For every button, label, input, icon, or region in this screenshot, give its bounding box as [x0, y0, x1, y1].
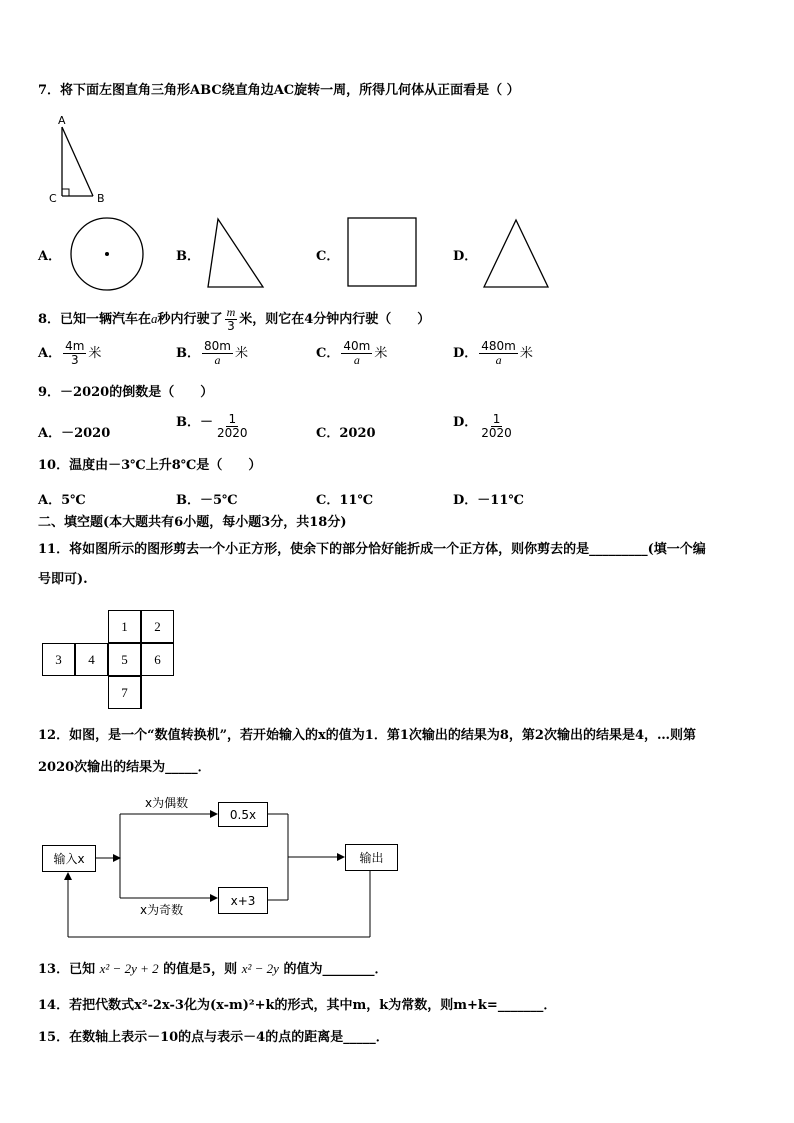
q8-option-b-unit: 米 [234, 346, 248, 361]
q8-option-b-numerator: 80m [204, 339, 231, 353]
q8-fraction-denominator: 3 [227, 319, 235, 333]
q8-option-c-label: C． [316, 346, 340, 361]
q9-option-a: A．－2020 [38, 426, 111, 441]
q8-option-a-numerator: 4m [65, 339, 85, 353]
q9-option-b-denominator: 2020 [217, 426, 248, 440]
q8-option-d-label: D． [453, 346, 478, 361]
q10-option-d: D．－11℃ [453, 493, 524, 508]
net-cell-4: 4 [75, 643, 108, 676]
q12-line-2: 2020次输出的结果为_____． [38, 760, 211, 775]
q8-option-a-unit: 米 [88, 346, 102, 361]
q8-prefix: 8．已知一辆汽车在 [38, 312, 152, 327]
net-cell-6: 6 [141, 643, 174, 676]
q7-text: 7．将下面左图直角三角形ABC绕直角边AC旋转一周，所得几何体从正面看是（ ） [38, 83, 520, 98]
q12-line-1: 12．如图，是一个“数值转换机”，若开始输入的x的值为1．第1次输出的结果为8，第2次输出的结果是4，…则第 [38, 728, 697, 743]
q8-option-a-denominator: 3 [70, 353, 79, 367]
net-cell-5: 5 [108, 643, 141, 676]
q9-option-d-numerator: 1 [492, 412, 501, 426]
q15-text: 15．在数轴上表示－10的点与表示－4的点的距离是_____． [38, 1030, 389, 1045]
net-cell-2: 2 [141, 610, 174, 643]
q10-text: 10．温度由－3℃上升8℃是（ ） [38, 458, 262, 473]
odd-branch-label: x为奇数 [140, 903, 184, 917]
q9-option-d-label: D． [453, 415, 478, 430]
q9-option-c: C．2020 [316, 426, 376, 441]
q9-option-b-label: B．－ [176, 415, 213, 430]
q8-option-b-denominator: a [214, 353, 221, 367]
q8-var-a: a [151, 311, 158, 326]
q7-option-d-label: D． [453, 249, 478, 264]
q14-text: 14．若把代数式x²-2x-3化为(x-m)²+k的形式，其中m，k为常数，则m+k=_______． [38, 998, 557, 1013]
q8-middle: 秒内行驶了 [157, 312, 223, 327]
q8-option-a-label: A． [38, 346, 62, 361]
q8-option-d-denominator: a [495, 353, 502, 367]
q7-option-b-label: B． [176, 249, 200, 264]
q8-option-b-label: B． [176, 346, 200, 361]
q10-option-a: A．5℃ [38, 493, 86, 508]
input-x-box: 输入x [42, 845, 96, 872]
q7-option-a-label: A． [38, 249, 62, 264]
q9-text: 9．－2020的倒数是（ ） [38, 385, 214, 400]
q13-suffix: 的值为________． [283, 962, 388, 977]
q13-text [38, 961, 387, 978]
q11-line-1: 11．将如图所示的图形剪去一个小正方形，使余下的部分恰好能折成一个正方体，则你剪去的是_________(填一个编 [38, 542, 706, 557]
half-x-box: 0.5x [218, 802, 268, 827]
q8-option-c-numerator: 40m [343, 339, 371, 353]
q13-expression-1: x² − 2y + 2 [99, 961, 159, 976]
x-plus-3-box: x+3 [218, 887, 268, 914]
net-cell-3: 3 [42, 643, 75, 676]
vertex-c-label: C [49, 192, 57, 205]
q9-option-d-denominator: 2020 [481, 426, 512, 440]
q13-prefix: 13．已知 [38, 962, 96, 977]
q8-suffix: 米，则它在4分钟内行驶（ ） [239, 312, 431, 327]
q10-option-c: C．11℃ [316, 493, 374, 508]
section-2-heading: 二、填空题(本大题共有6小题，每小题3分，共18分) [38, 515, 347, 530]
vertex-a-label: A [58, 114, 66, 127]
q8-option-c-denominator: a [353, 353, 360, 367]
q7-option-c-label: C． [316, 249, 340, 264]
q8-option-c-unit: 米 [374, 346, 388, 361]
even-branch-label: x为偶数 [145, 796, 189, 810]
output-box: 输出 [345, 844, 398, 871]
q8-fraction-numerator: m [226, 305, 236, 319]
vertex-b-label: B [97, 192, 105, 205]
q10-option-b: B．－5℃ [176, 493, 238, 508]
q11-line-2: 号即可). [38, 572, 88, 587]
q13-middle: 的值是5，则 [163, 962, 238, 977]
q8-option-d-unit: 米 [519, 346, 533, 361]
q9-option-b-numerator: 1 [228, 412, 237, 426]
q8-option-d-numerator: 480m [481, 339, 516, 353]
q13-expression-2: x² − 2y [241, 961, 279, 976]
net-cell-1: 1 [108, 610, 141, 643]
net-cell-7: 7 [108, 676, 141, 709]
